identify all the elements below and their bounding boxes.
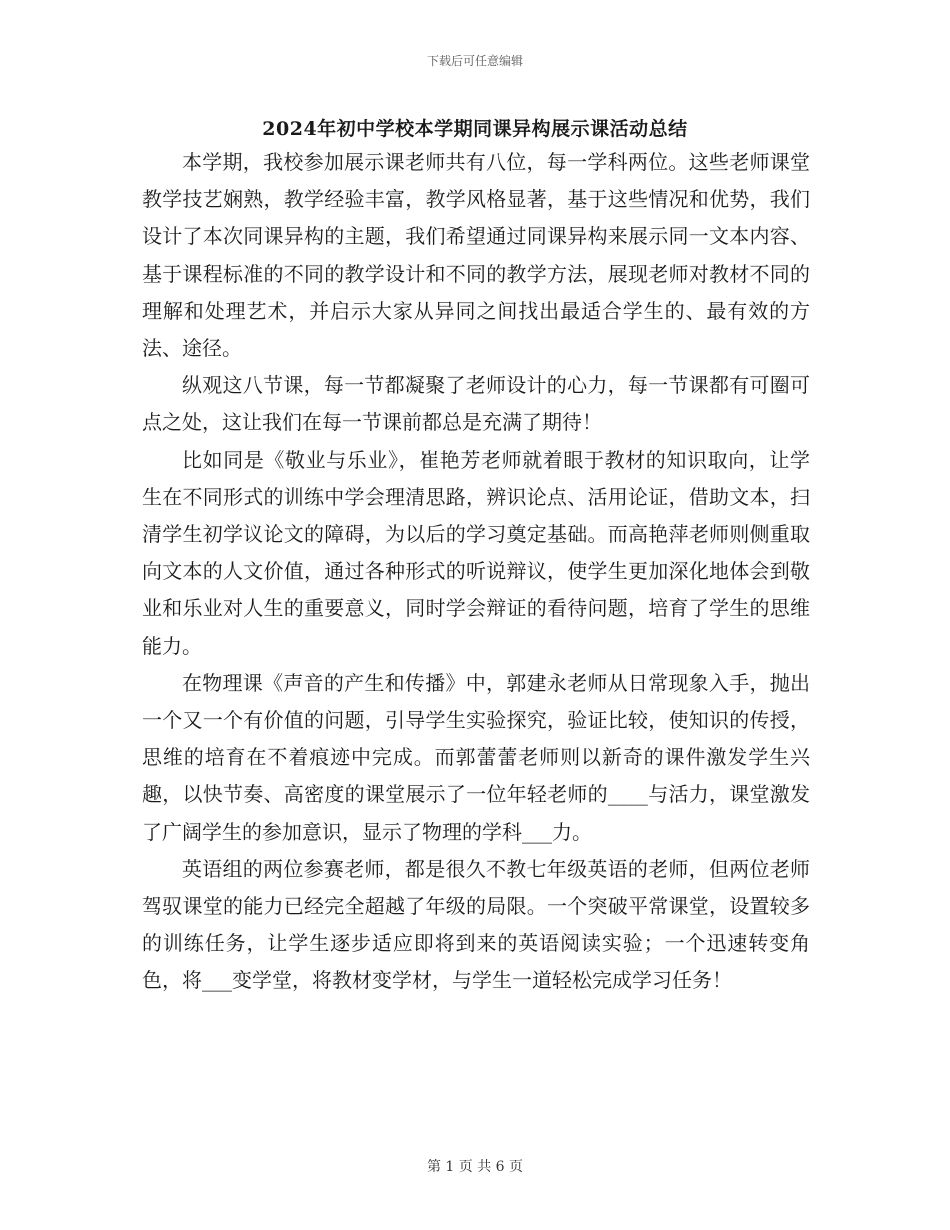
paragraph-5: 英语组的两位参赛老师，都是很久不教七年级英语的老师，但两位老师驾驭课堂的能力已经完全超越了年级的局限。一个突破平常课堂，设置较多的训练任务，让学生逐步适应即将到来的英语阅读实验；一个迅速转变角色，将___变学堂，将教材变学材，与学生一道轻松完成学习任务！: [142, 856, 810, 993]
page-header-note: 下载后可任意编辑: [426, 54, 523, 68]
paragraph-4: 在物理课《声音的产生和传播》中，郭建永老师从日常现象入手，抛出一个又一个有价值的问题，引导学生实验探究，验证比较，使知识的传授，思维的培育在不着痕迹中完成。而郭蕾蕾老师则以新奇的课件激发学生兴趣，以快节奏、高密度的课堂展示了一位年轻老师的____与活力，课堂激发了广阔学生的参加意识，显示了物理的学科___力。: [142, 670, 810, 844]
document-title: 2024年初中学校本学期同课异构展示课活动总结: [262, 118, 688, 140]
paragraph-1: 本学期，我校参加展示课老师共有八位，每一学科两位。这些老师课堂教学技艺娴熟，教学经验丰富，教学风格显著，基于这些情况和优势，我们设计了本次同课异构的主题，我们希望通过同课异构来展示同一文本内容、基于课程标准的不同的教学设计和不同的教学方法，展现老师对教材不同的理解和处理艺术，并启示大家从异同之间找出最适合学生的、最有效的方法、途径。: [142, 150, 810, 361]
paragraph-2: 纵观这八节课，每一节都凝聚了老师设计的心力，每一节课都有可圈可点之处，这让我们在每一节课前都总是充满了期待！: [142, 373, 810, 435]
document-body: [142, 144, 810, 1000]
paragraph-3: 比如同是《敬业与乐业》，崔艳芳老师就着眼于教材的知识取向，让学生在不同形式的训练中学会理清思路，辨识论点、活用论证，借助文本，扫清学生初学议论文的障碍，为以后的学习奠定基础。而高艳萍老师则侧重取向文本的人文价值，通过各种形式的听说辩议，使学生更加深化地体会到敬业和乐业对人生的重要意义，同时学会辩证的看待问题，培育了学生的思维能力。: [142, 447, 810, 658]
page-number: 第 1 页 共 6 页: [426, 1159, 524, 1175]
